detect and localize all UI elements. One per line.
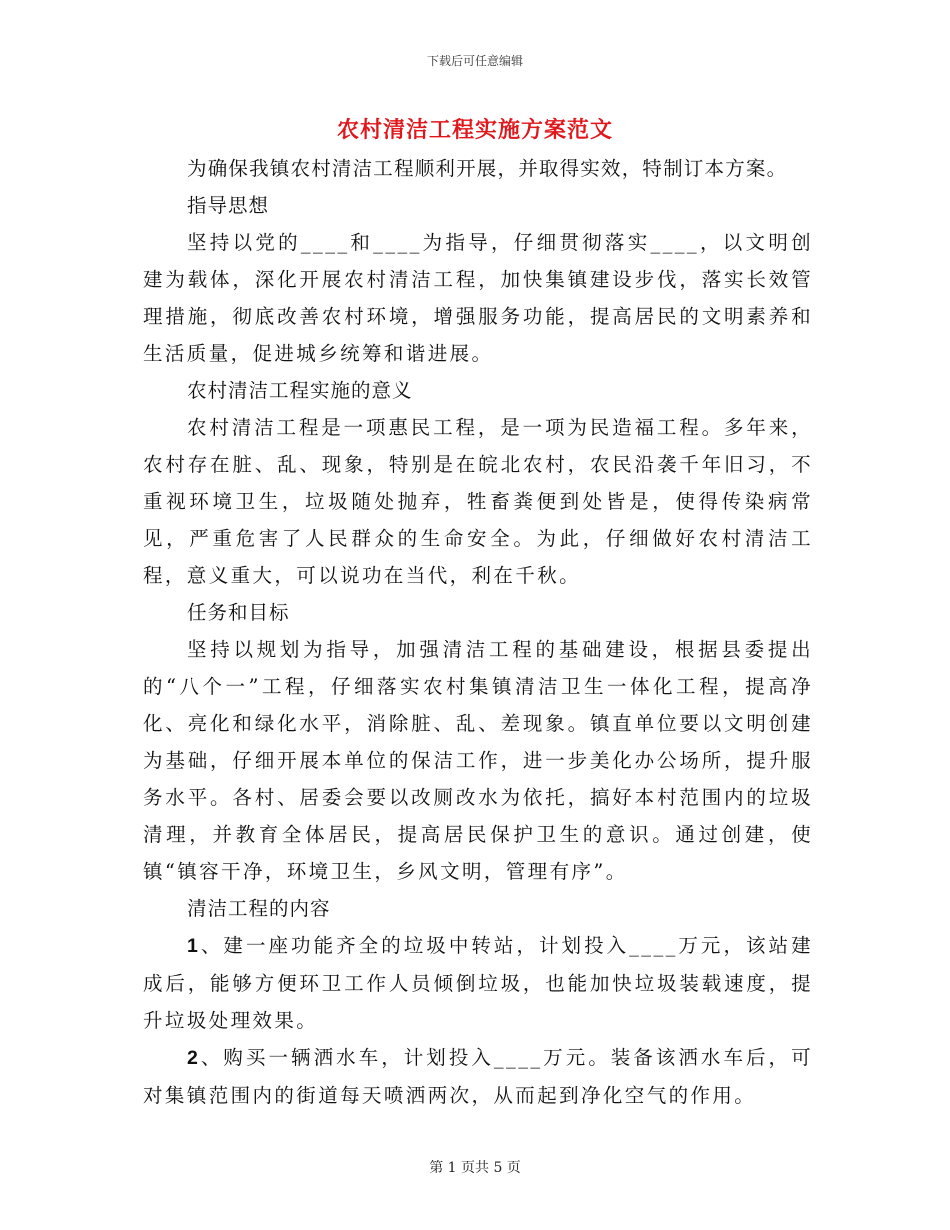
significance-paragraph: 农村清洁工程是一项惠民工程，是一项为民造福工程。多年来，农村存在脏、乱、现象，特别是在皖北农村，农民沿袭千年旧习，不重视环境卫生，垃圾随处抛弃，牲畜粪便到处皆是，使得传染病常见，严重危害了人民群众的生命安全。为此，仔细做好农村清洁工程，意义重大，可以说功在当代，利在千秋。 (143, 416, 813, 587)
item-text: 、购买一辆洒水车，计划投入____万元。装备该洒水车后，可对集镇范围内的街道每天喷洒两次，从而起到净化空气的作用。 (143, 1046, 813, 1107)
header-note: 下载后可任意编辑 (426, 54, 523, 68)
numbered-item-2 (143, 1039, 813, 1114)
section-heading-significance: 农村清洁工程实施的意义 (187, 379, 413, 402)
page-footer: 第 1 页共 5 页 (429, 1160, 521, 1176)
item-number: 2 (187, 1047, 201, 1069)
item-number: 1 (187, 935, 201, 957)
section-heading-guiding-ideology: 指导思想 (187, 194, 270, 217)
section-heading-tasks-goals: 任务和目标 (187, 601, 290, 624)
document-title: 农村清洁工程实施方案范文 (336, 117, 613, 143)
section-heading-content: 清洁工程的内容 (187, 897, 331, 920)
intro-paragraph: 为确保我镇农村清洁工程顺利开展，并取得实效，特制订本方案。 (187, 157, 788, 180)
tasks-goals-paragraph: 坚持以规划为指导，加强清洁工程的基础建设，根据县委提出的“八个一”工程，仔细落实农村集镇清洁卫生一体化工程，提高净化、亮化和绿化水平，消除脏、乱、差现象。镇直单位要以文明创建为基础，仔细开展本单位的保洁工作，进一步美化办公场所，提升服务水平。各村、居委会要以改厕改水为依托，搞好本村范围内的垃圾清理，并教育全体居民，提高居民保护卫生的意识。通过创建，使镇“镇容干净，环境卫生，乡风文明，管理有序”。 (143, 638, 813, 883)
guiding-ideology-paragraph: 坚持以党的____和____为指导，仔细贯彻落实____，以文明创建为载体，深化开展农村清洁工程，加快集镇建设步伐，落实长效管理措施，彻底改善农村环境，增强服务功能，提高居民的文明素养和生活质量，促进城乡统筹和谐进展。 (143, 231, 813, 365)
document-body (143, 150, 813, 1114)
numbered-item-1 (143, 927, 813, 1039)
item-text: 、建一座功能齐全的垃圾中转站，计划投入____万元，该站建成后，能够方便环卫工作人员倾倒垃圾，也能加快垃圾装载速度，提升垃圾处理效果。 (143, 934, 813, 1032)
